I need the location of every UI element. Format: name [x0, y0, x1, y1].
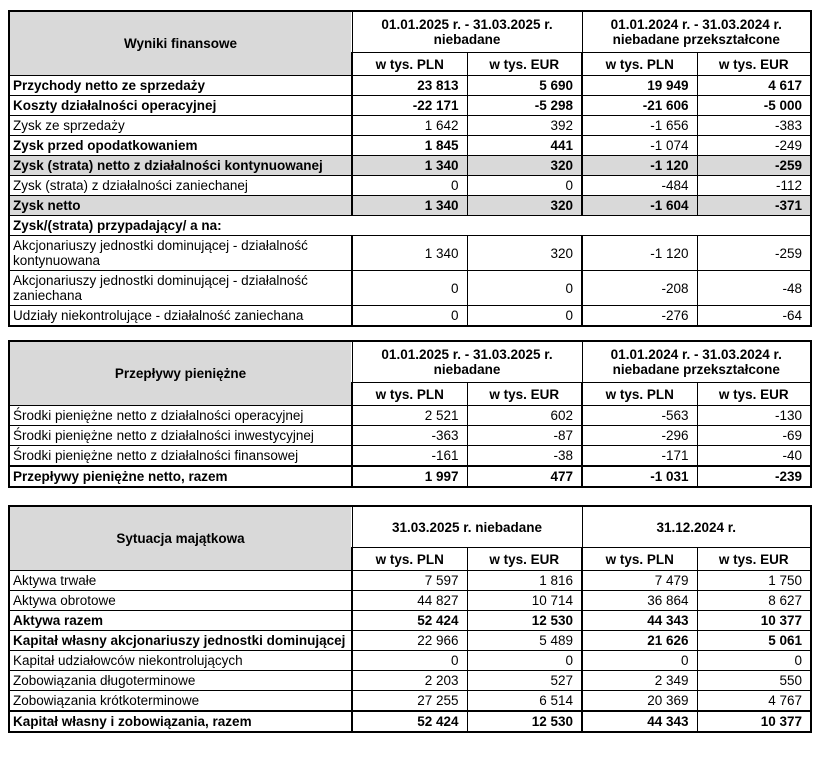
unit-header-cell: w tys. EUR: [467, 548, 582, 571]
value-cell: 7 479: [582, 571, 697, 591]
value-cell: -1 656: [582, 116, 697, 136]
unit-header-cell: w tys. EUR: [697, 383, 811, 406]
table-row: [9, 631, 811, 651]
value-cell: 4 617: [697, 76, 811, 96]
value-cell: 52 424: [352, 711, 467, 732]
value-cell: 10 377: [697, 611, 811, 631]
value-cell: 7 597: [352, 571, 467, 591]
row-label-cell: Aktywa trwałe: [9, 571, 352, 591]
value-cell: 550: [697, 671, 811, 691]
value-cell: 1 997: [352, 466, 467, 487]
unit-header-cell: w tys. PLN: [352, 548, 467, 571]
row-label-cell: Przepływy pieniężne netto, razem: [9, 466, 352, 487]
header-period-row: [9, 341, 811, 383]
value-cell: -1 120: [582, 156, 697, 176]
period-header-cell: [352, 506, 582, 548]
header-period-row: [9, 11, 811, 53]
value-cell: 52 424: [352, 611, 467, 631]
value-cell: -276: [582, 306, 697, 327]
unit-header-cell: w tys. EUR: [467, 383, 582, 406]
value-cell: 1 750: [697, 571, 811, 591]
unit-header-cell: w tys. EUR: [467, 53, 582, 76]
period-header-cell: [352, 341, 582, 383]
unit-header-cell: w tys. EUR: [697, 53, 811, 76]
value-cell: -371: [697, 196, 811, 216]
value-cell: -69: [697, 426, 811, 446]
table-row: [9, 76, 811, 96]
value-cell: -1 074: [582, 136, 697, 156]
value-cell: 21 626: [582, 631, 697, 651]
value-cell: 1 816: [467, 571, 582, 591]
table-row: [9, 271, 811, 306]
value-cell: 527: [467, 671, 582, 691]
table-row: [9, 466, 811, 487]
value-cell: 19 949: [582, 76, 697, 96]
value-cell: 602: [467, 406, 582, 426]
value-cell: -1 604: [582, 196, 697, 216]
row-label-cell: Udziały niekontrolujące - działalność zaniechana: [9, 306, 352, 327]
period-line-1: 01.01.2024 r. - 31.03.2024 r.: [610, 17, 782, 32]
table-row: [9, 671, 811, 691]
value-cell: -112: [697, 176, 811, 196]
table-row: [9, 156, 811, 176]
table-row: [9, 446, 811, 467]
value-cell: 0: [352, 176, 467, 196]
table-row: [9, 571, 811, 591]
value-cell: -87: [467, 426, 582, 446]
table-row: [9, 591, 811, 611]
value-cell: 0: [467, 306, 582, 327]
value-cell: -1 120: [582, 236, 697, 271]
unit-header-cell: w tys. PLN: [582, 383, 697, 406]
value-cell: -563: [582, 406, 697, 426]
table-row: [9, 691, 811, 712]
period-line-2: niebadane przekształcone: [612, 32, 780, 47]
unit-header-cell: w tys. PLN: [352, 383, 467, 406]
value-cell: 12 530: [467, 711, 582, 732]
table-row: [9, 196, 811, 216]
table-row: [9, 96, 811, 116]
value-cell: -208: [582, 271, 697, 306]
period-line-1: 01.01.2025 r. - 31.03.2025 r.: [381, 347, 553, 362]
section-header-cell: Zysk/(strata) przypadający/ a na:: [9, 216, 811, 236]
value-cell: -383: [697, 116, 811, 136]
row-label-cell: Zysk (strata) z działalności zaniechanej: [9, 176, 352, 196]
unit-header-cell: w tys. PLN: [352, 53, 467, 76]
row-label-cell: Kapitał udziałowców niekontrolujących: [9, 651, 352, 671]
unit-header-cell: w tys. PLN: [582, 548, 697, 571]
value-cell: 0: [352, 271, 467, 306]
table-row: [9, 306, 811, 327]
value-cell: 2 349: [582, 671, 697, 691]
value-cell: -48: [697, 271, 811, 306]
table-row: [9, 236, 811, 271]
value-cell: 5 061: [697, 631, 811, 651]
value-cell: 8 627: [697, 591, 811, 611]
value-cell: 0: [352, 651, 467, 671]
table-row: [9, 711, 811, 732]
period-line-1: 31.12.2024 r.: [656, 519, 737, 535]
table-row: [9, 651, 811, 671]
value-cell: 0: [352, 306, 467, 327]
table-row: [9, 176, 811, 196]
value-cell: 392: [467, 116, 582, 136]
value-cell: 5 489: [467, 631, 582, 651]
table-row: [9, 406, 811, 426]
value-cell: 0: [467, 176, 582, 196]
table-row: [9, 426, 811, 446]
period-line-1: 01.01.2025 r. - 31.03.2025 r.: [381, 17, 553, 32]
value-cell: 320: [467, 196, 582, 216]
value-cell: 20 369: [582, 691, 697, 712]
value-cell: 23 813: [352, 76, 467, 96]
value-cell: -5 298: [467, 96, 582, 116]
value-cell: 27 255: [352, 691, 467, 712]
value-cell: -363: [352, 426, 467, 446]
value-cell: 6 514: [467, 691, 582, 712]
row-label-cell: Środki pieniężne netto z działalności inwestycyjnej: [9, 426, 352, 446]
row-label-cell: Aktywa razem: [9, 611, 352, 631]
value-cell: 1 340: [352, 196, 467, 216]
period-line-2: niebadane: [433, 362, 501, 377]
period-header-cell: [582, 341, 811, 383]
row-label-cell: Aktywa obrotowe: [9, 591, 352, 611]
value-cell: 1 340: [352, 236, 467, 271]
row-label-cell: Zysk (strata) netto z działalności kontynuowanej: [9, 156, 352, 176]
value-cell: 5 690: [467, 76, 582, 96]
value-cell: 4 767: [697, 691, 811, 712]
value-cell: -5 000: [697, 96, 811, 116]
period-line-2: niebadane przekształcone: [612, 362, 780, 377]
period-header-cell: [582, 506, 811, 548]
value-cell: -38: [467, 446, 582, 467]
unit-header-cell: w tys. EUR: [697, 548, 811, 571]
value-cell: 36 864: [582, 591, 697, 611]
period-line-1: 01.01.2024 r. - 31.03.2024 r.: [610, 347, 782, 362]
value-cell: 0: [697, 651, 811, 671]
value-cell: 1 642: [352, 116, 467, 136]
value-cell: 44 343: [582, 711, 697, 732]
value-cell: 44 343: [582, 611, 697, 631]
row-label-cell: Środki pieniężne netto z działalności operacyjnej: [9, 406, 352, 426]
row-label-cell: Kapitał własny akcjonariuszy jednostki dominującej: [9, 631, 352, 651]
row-label-cell: Zysk netto: [9, 196, 352, 216]
value-cell: 10 714: [467, 591, 582, 611]
value-cell: 1 340: [352, 156, 467, 176]
value-cell: -249: [697, 136, 811, 156]
financial-results-table: [8, 10, 812, 327]
value-cell: -259: [697, 236, 811, 271]
row-label-cell: Akcjonariuszy jednostki dominującej - działalność zaniechana: [9, 271, 352, 306]
value-cell: 1 845: [352, 136, 467, 156]
unit-header-cell: w tys. PLN: [582, 53, 697, 76]
row-label-cell: Zysk ze sprzedaży: [9, 116, 352, 136]
value-cell: -1 031: [582, 466, 697, 487]
cash-flows-table: [8, 340, 812, 488]
header-period-row: [9, 506, 811, 548]
value-cell: -64: [697, 306, 811, 327]
row-label-cell: Akcjonariuszy jednostki dominującej - działalność kontynuowana: [9, 236, 352, 271]
value-cell: 10 377: [697, 711, 811, 732]
value-cell: 477: [467, 466, 582, 487]
value-cell: -171: [582, 446, 697, 467]
row-label-cell: Przychody netto ze sprzedaży: [9, 76, 352, 96]
value-cell: -21 606: [582, 96, 697, 116]
table-row: [9, 116, 811, 136]
table-title-cell: Przepływy pieniężne: [9, 341, 352, 406]
value-cell: -239: [697, 466, 811, 487]
value-cell: -22 171: [352, 96, 467, 116]
table-row: [9, 136, 811, 156]
value-cell: 320: [467, 156, 582, 176]
table-title-cell: Sytuacja majątkowa: [9, 506, 352, 571]
financial-position-table: [8, 505, 812, 733]
value-cell: -130: [697, 406, 811, 426]
value-cell: 0: [467, 651, 582, 671]
value-cell: -161: [352, 446, 467, 467]
value-cell: 0: [582, 651, 697, 671]
value-cell: -40: [697, 446, 811, 467]
value-cell: 0: [467, 271, 582, 306]
value-cell: 22 966: [352, 631, 467, 651]
value-cell: 2 521: [352, 406, 467, 426]
row-label-cell: Koszty działalności operacyjnej: [9, 96, 352, 116]
table-row: [9, 216, 811, 236]
row-label-cell: Środki pieniężne netto z działalności finansowej: [9, 446, 352, 467]
value-cell: 44 827: [352, 591, 467, 611]
table-title-cell: Wyniki finansowe: [9, 11, 352, 76]
value-cell: 441: [467, 136, 582, 156]
period-line-1: 31.03.2025 r. niebadane: [391, 519, 543, 535]
value-cell: 320: [467, 236, 582, 271]
row-label-cell: Zysk przed opodatkowaniem: [9, 136, 352, 156]
row-label-cell: Zobowiązania krótkoterminowe: [9, 691, 352, 712]
value-cell: 2 203: [352, 671, 467, 691]
period-header-cell: [582, 11, 811, 53]
value-cell: -259: [697, 156, 811, 176]
period-line-2: niebadane: [433, 32, 501, 47]
row-label-cell: Kapitał własny i zobowiązania, razem: [9, 711, 352, 732]
value-cell: -296: [582, 426, 697, 446]
table-row: [9, 611, 811, 631]
period-header-cell: [352, 11, 582, 53]
value-cell: 12 530: [467, 611, 582, 631]
row-label-cell: Zobowiązania długoterminowe: [9, 671, 352, 691]
value-cell: -484: [582, 176, 697, 196]
